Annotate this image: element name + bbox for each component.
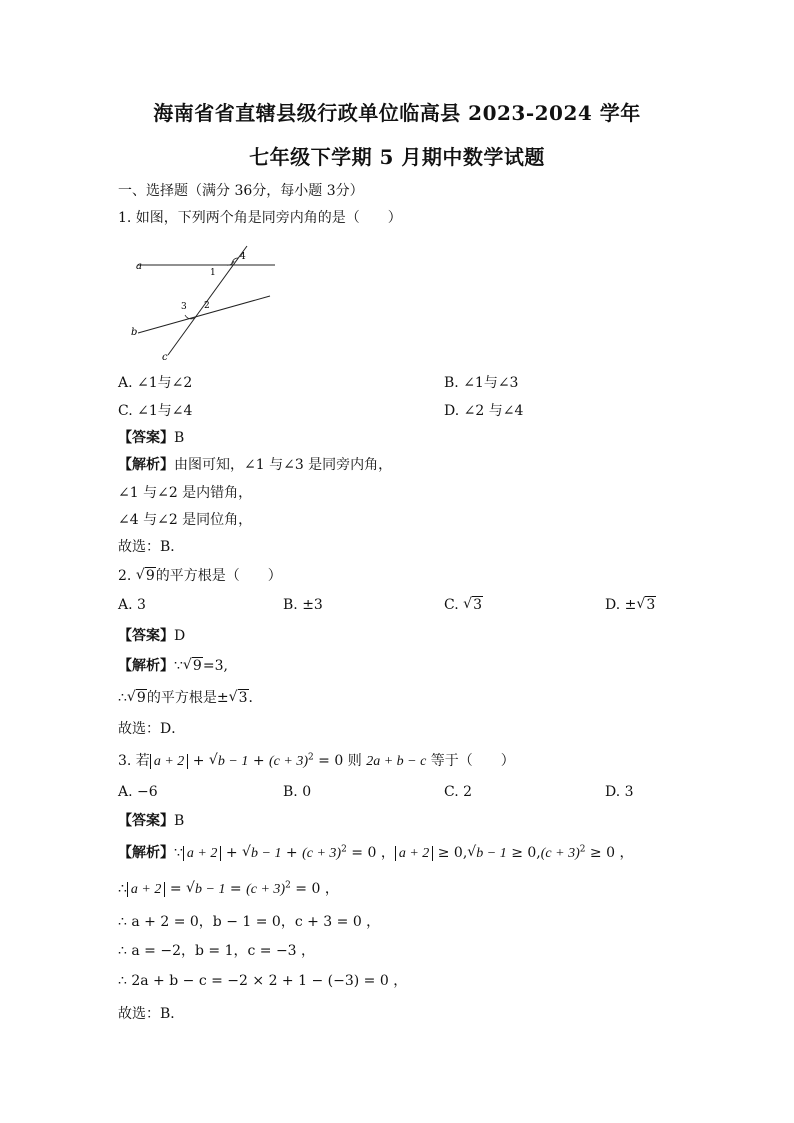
analysis-tag: 【解析】 [118, 845, 174, 861]
q2-option-c [444, 597, 483, 613]
sqrt-symbol [467, 845, 506, 862]
equation-text: = 0 则 [313, 753, 367, 769]
q3-analysis-4: ∴ a = −2，b = 1，c = −3 ， [118, 943, 316, 959]
sqrt-symbol [186, 881, 225, 898]
equation-text: = [225, 881, 247, 897]
q2-stem-tail: 的平方根是（ ） [155, 568, 282, 584]
radicand: 3 [238, 690, 248, 706]
title-line-2: 七年级下学期 5 月期中数学试题 [249, 145, 545, 169]
paren-expression: (c + 3) [269, 754, 308, 769]
q3-conclusion: 故选：B． [118, 1006, 185, 1022]
q1-analysis-2: ∠1 与∠2 是内错角， [118, 485, 253, 501]
q1-option-b: B. ∠1与∠3 [444, 375, 519, 391]
equation-text: = [165, 881, 187, 897]
exponent: 2 [285, 880, 291, 891]
analysis-tag: 【解析】 [118, 457, 174, 473]
abs-expression: a + 2 [127, 882, 165, 897]
sqrt-symbol [209, 753, 248, 770]
exponent: 2 [579, 844, 586, 855]
radicand: 9 [145, 568, 155, 584]
analysis-text: =3, [202, 658, 228, 674]
section-heading: 一、选择题（满分 36分，每小题 3分） [118, 183, 364, 199]
q3-tail: 等于（ ） [426, 753, 515, 769]
radicand: b − 1 [476, 846, 507, 861]
q2-stem [118, 565, 282, 585]
analysis-text: 由图可知，∠1 与∠3 是同旁内角， [174, 457, 393, 473]
sqrt-symbol [127, 690, 147, 706]
abs-expression: a + 2 [395, 846, 433, 861]
q2-option-d [605, 597, 656, 613]
radicand: 9 [136, 690, 146, 706]
radicand: b − 1 [217, 754, 249, 769]
figure-angle-1: 1 [210, 268, 216, 278]
radicand: b − 1 [195, 882, 226, 897]
answer-tag: 【答案】 [118, 628, 174, 644]
q2-option-b: B. ±3 [283, 597, 323, 613]
q3-stem [118, 750, 515, 770]
q3-prefix: 3. 若 [118, 753, 150, 769]
q3-analysis-1 [118, 842, 633, 862]
analysis-tag: 【解析】 [118, 658, 174, 674]
sqrt-symbol [229, 690, 249, 706]
sqrt-symbol [636, 597, 656, 613]
q3-analysis-5: ∴ 2a + b − c = −2 × 2 + 1 − (−3) = 0 ， [118, 973, 408, 989]
q3-option-a: A. −6 [118, 784, 158, 800]
q1-option-c: C. ∠1与∠4 [118, 403, 193, 419]
q2-conclusion: 故选：D． [118, 721, 186, 737]
q3-analysis-2 [118, 878, 339, 898]
q2-number: 2. [118, 568, 132, 584]
because-symbol: ∵ [174, 845, 183, 861]
analysis-text: ． [248, 690, 263, 706]
answer-value: D [174, 628, 186, 644]
q1-conclusion: 故选：B． [118, 539, 185, 555]
sqrt-symbol [183, 658, 203, 674]
paren-expression: (c + 3) [540, 846, 580, 861]
expression: 2a + b − c [366, 754, 427, 769]
inequality-text: ≥ 0 ， [585, 845, 634, 861]
plus-sign: + [192, 753, 205, 769]
option-prefix: D. ± [605, 597, 637, 613]
radicand: 9 [192, 658, 202, 674]
sqrt-symbol [136, 568, 156, 584]
title-line-1: 海南省省直辖县级行政单位临高县 2023-2024 学年 [153, 101, 641, 125]
q1-option-d: D. ∠2 与∠4 [444, 403, 524, 419]
q1-option-a: A. ∠1与∠2 [118, 375, 193, 391]
q2-analysis-2 [118, 687, 263, 707]
q1-analysis-3: ∠4 与∠2 是同位角， [118, 512, 253, 528]
q3-option-d: D. 3 [605, 784, 634, 800]
figure-label-b: b [131, 327, 138, 338]
q1-analysis [118, 454, 392, 474]
answer-tag: 【答案】 [118, 430, 174, 446]
q1-stem: 1. 如图，下列两个角是同旁内角的是（ ） [118, 210, 402, 226]
sqrt-symbol [242, 845, 281, 862]
plus-sign: + [225, 845, 238, 861]
equation-text: = 0 ， [346, 845, 395, 861]
q2-analysis-1 [118, 655, 228, 675]
figure-angle-2: 2 [204, 301, 210, 311]
q3-option-c: C. 2 [444, 784, 473, 800]
equation-text: = 0 ， [290, 881, 339, 897]
q2-option-a: A. 3 [118, 597, 146, 613]
abs-expression: a + 2 [150, 754, 188, 769]
radicand: b − 1 [251, 846, 282, 861]
q3-option-b: B. 0 [283, 784, 312, 800]
inequality-text: ≥ 0, [506, 845, 541, 861]
therefore-symbol: ∴ [118, 690, 127, 706]
exponent: 2 [341, 844, 347, 855]
answer-tag: 【答案】 [118, 813, 174, 829]
paren-expression: (c + 3) [302, 846, 342, 861]
plus-sign: + [285, 845, 298, 861]
answer-value: B [174, 813, 185, 829]
figure-label-a: a [136, 261, 142, 272]
figure-angle-4: 4 [240, 252, 246, 262]
because-symbol: ∵ [174, 658, 183, 674]
q3-answer [118, 810, 184, 830]
paren-expression: (c + 3) [246, 882, 286, 897]
figure-label-c: c [162, 352, 168, 363]
plus-sign: + [252, 753, 265, 769]
radicand: 3 [646, 597, 656, 613]
q2-answer [118, 625, 185, 645]
q3-analysis-3: ∴ a + 2 = 0，b − 1 = 0，c + 3 = 0 ， [118, 914, 381, 930]
radicand: 3 [473, 597, 483, 613]
q1-figure [128, 243, 283, 363]
analysis-text: 的平方根是± [146, 690, 229, 706]
answer-value: B [174, 430, 185, 446]
abs-expression: a + 2 [183, 846, 221, 861]
inequality-text: ≥ 0, [433, 845, 468, 861]
therefore-symbol: ∴ [118, 881, 127, 897]
figure-angle-3: 3 [181, 302, 187, 312]
exponent: 2 [308, 752, 314, 763]
sqrt-symbol [463, 597, 483, 613]
option-prefix: C. [444, 597, 459, 613]
q1-answer [118, 427, 184, 447]
